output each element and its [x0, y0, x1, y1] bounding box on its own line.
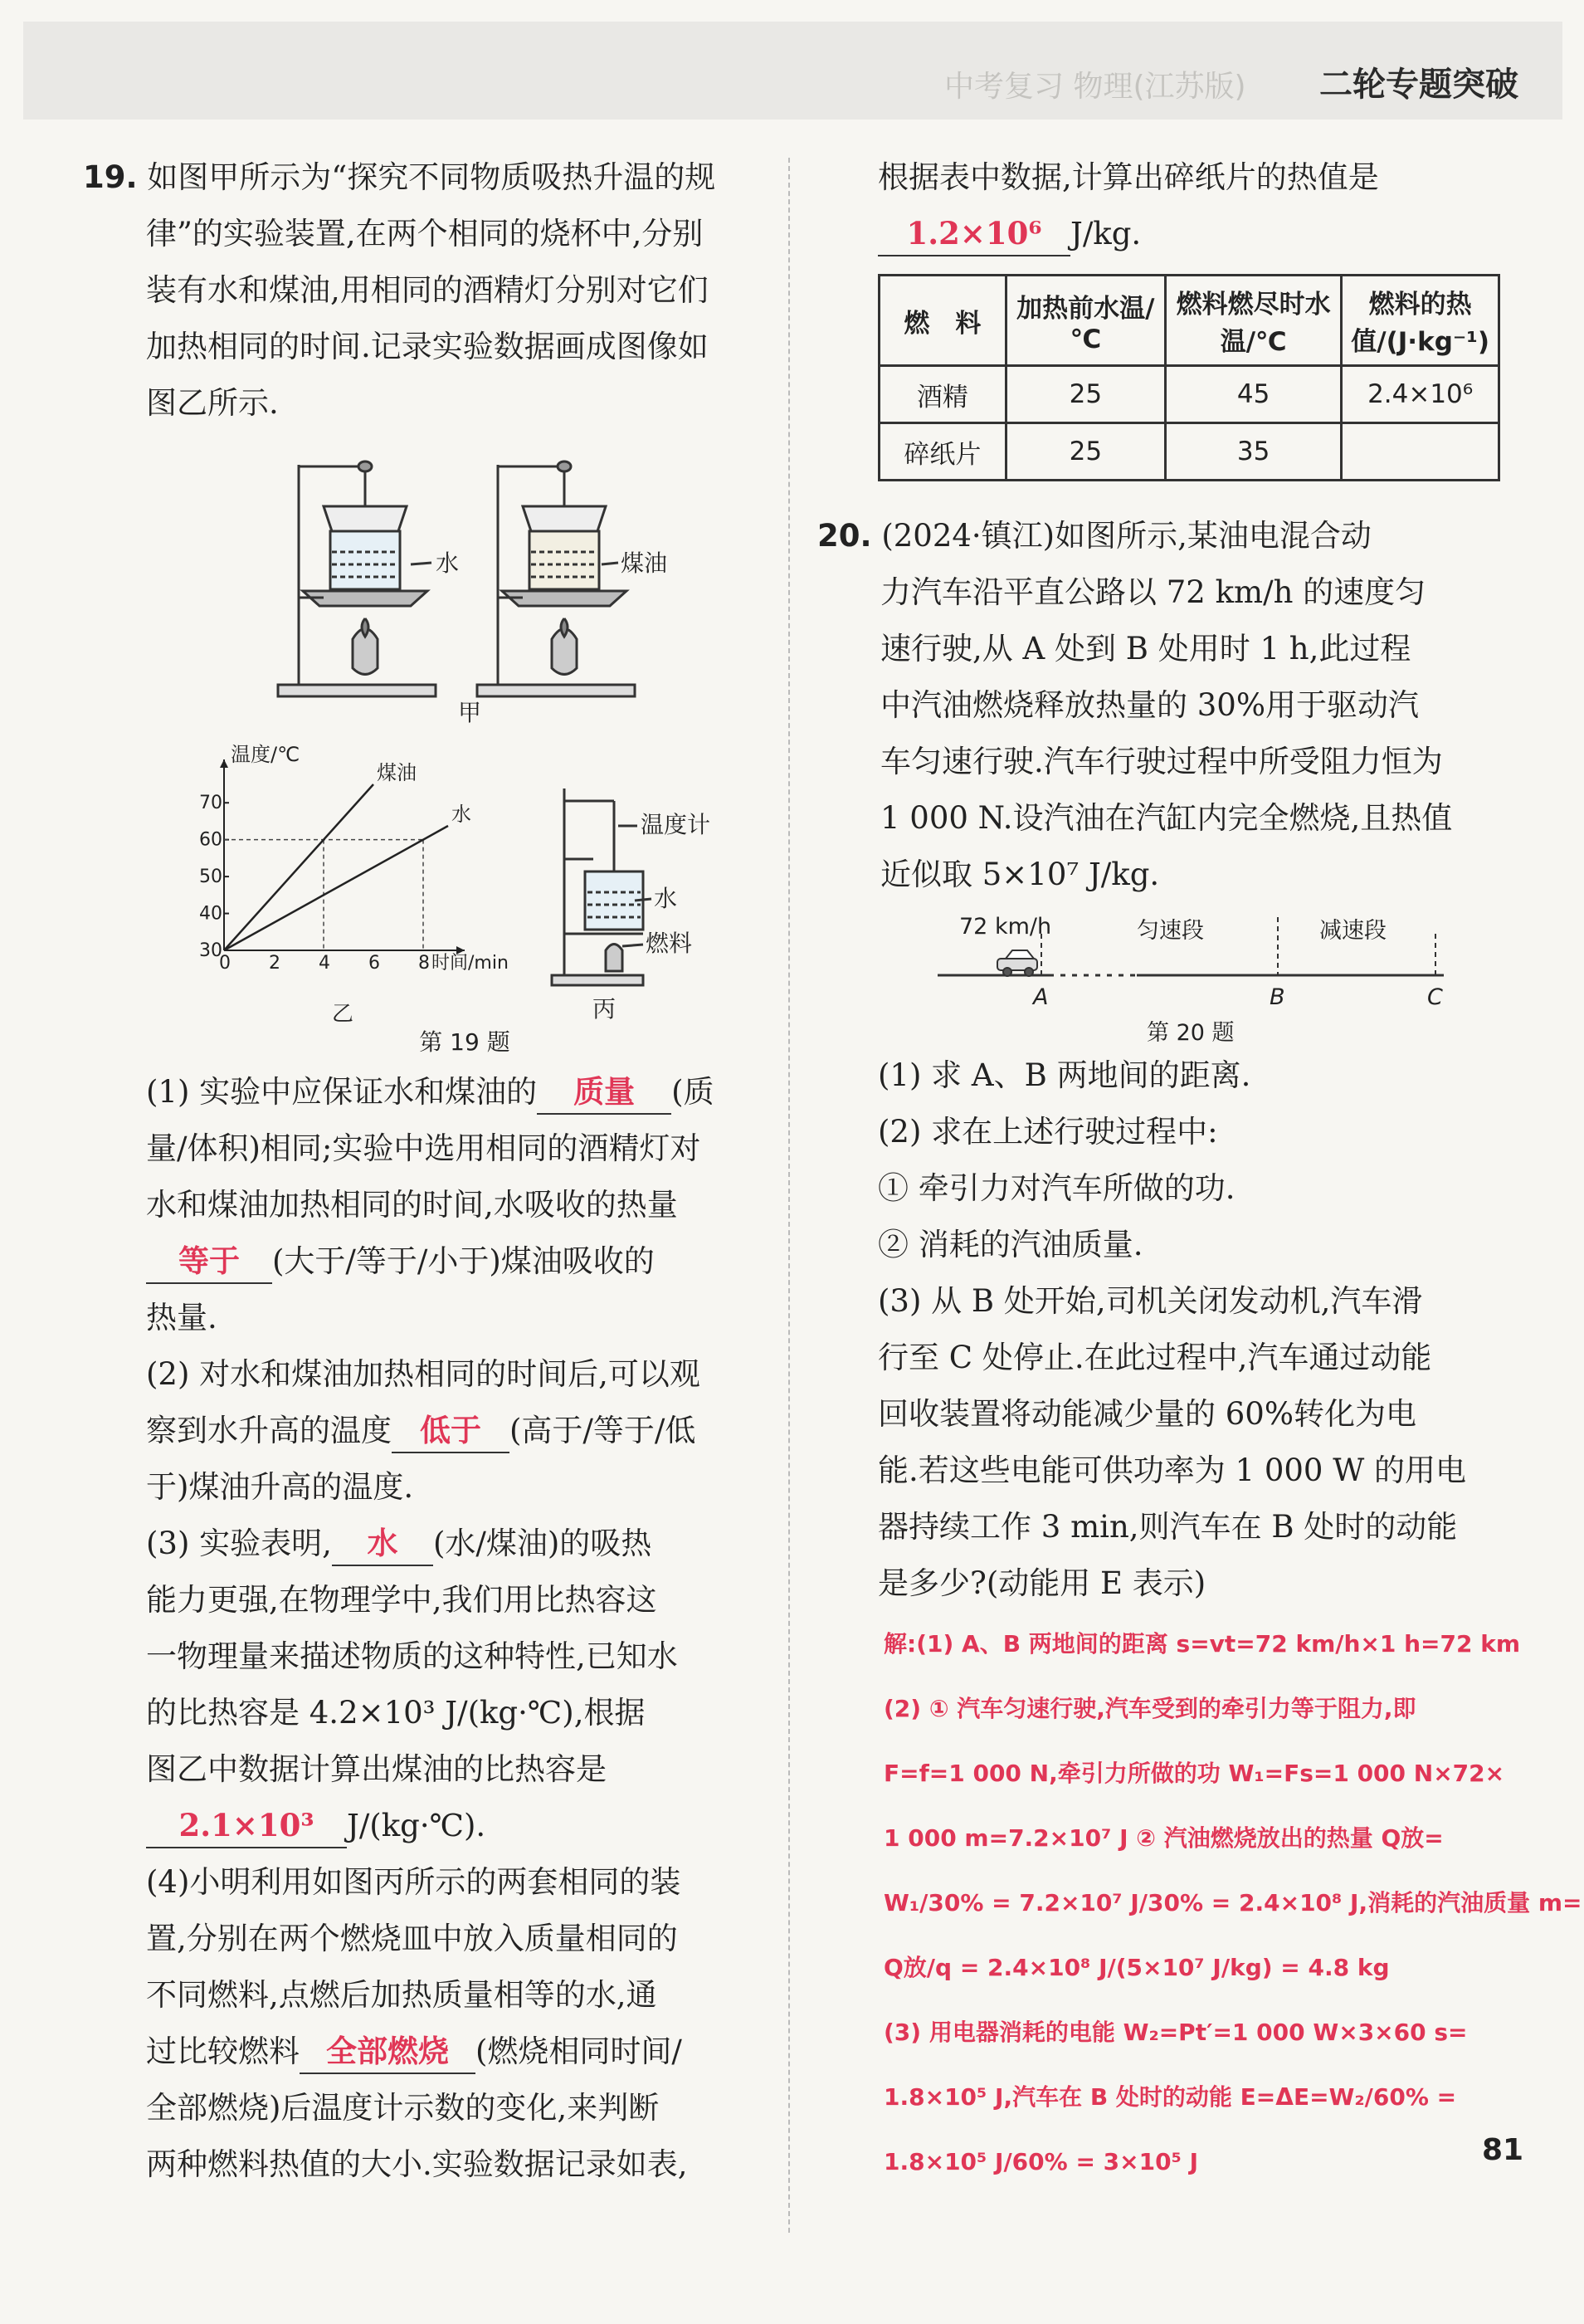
q19-p3-text: 能力更强,在物理学中,我们用比热容这: [146, 1582, 657, 1618]
q19-intro-line: 装有水和煤油,用相同的酒精灯分别对它们: [146, 272, 709, 308]
q19-p2-text: (2) 对水和煤油加热相同的时间后,可以观: [146, 1356, 700, 1392]
q19-intro-line: 如图甲所示为“探究不同物质吸热升温的规: [147, 159, 716, 195]
table-row: [880, 423, 1499, 481]
table-cell: [1342, 423, 1499, 481]
road-diagram: [929, 909, 1469, 1046]
q19-p4-text: 全部燃烧)后温度计示数的变化,来判断: [146, 2090, 660, 2126]
road-point-b: B: [1270, 984, 1285, 1010]
figure-bing: [539, 764, 747, 1021]
q19-p4-text: (燃烧相同时间/: [475, 2034, 682, 2069]
solution-line: 1.8×10⁵ J/60% = 3×10⁵ J: [884, 2148, 1198, 2175]
table-row: [880, 366, 1499, 423]
q19-p2-text: (高于/等于/低: [509, 1413, 696, 1448]
fuel-data-table: [878, 274, 1500, 481]
q19-p4-continued: [878, 149, 1379, 262]
table-cell: 25: [1006, 423, 1165, 481]
q20-solution: [884, 1612, 1582, 2195]
x-tick-label: 4: [319, 953, 330, 974]
table-header-cell: 燃 料: [880, 276, 1006, 366]
q19-p1-text: (1) 实验中应保证水和煤油的: [146, 1074, 538, 1110]
road-point-c: C: [1427, 984, 1443, 1010]
q19-parts: [146, 1064, 714, 2193]
table-header-cell: 燃料的热值/(J·kg⁻¹): [1342, 276, 1499, 366]
graph-yi: [183, 743, 509, 1027]
answer-blank: 水: [332, 1521, 433, 1566]
q20-line: 1 000 N.设汽油在汽缸内完全燃烧,且热值: [880, 800, 1453, 836]
header-section-title: 二轮专题突破: [1319, 66, 1518, 104]
q19-p4-text: J/kg.: [1070, 216, 1142, 251]
q19-p3-text: (水/煤油)的吸热: [432, 1526, 652, 1561]
q19-intro-line: 图乙所示.: [146, 385, 279, 421]
x-tick-label: 6: [368, 953, 380, 974]
q19-p1-text: 热量.: [146, 1300, 217, 1335]
figure-19-caption: 第 19 题: [419, 1028, 510, 1056]
q20-line: 中汽油燃烧释放热量的 30%用于驱动汽: [880, 687, 1419, 723]
q19-p1-text: (质: [671, 1074, 714, 1110]
y-axis-arrow: [220, 759, 228, 768]
series-label: 水: [451, 803, 471, 826]
q20-number: 20.: [817, 518, 872, 554]
table-header-row: [880, 276, 1499, 366]
fig-bing-water-label: 水: [654, 885, 678, 912]
x-tick-label: 2: [269, 953, 280, 974]
q19-intro-line: 律”的实验装置,在两个相同的烧杯中,分别: [146, 216, 704, 251]
figure-20-caption: 第 20 题: [1147, 1020, 1235, 1046]
q19-p4-text: 不同燃料,点燃后加热质量相等的水,通: [146, 1977, 657, 2013]
car-icon: [997, 950, 1037, 976]
q20-intro: [817, 508, 1452, 903]
q19-p2-text: 察到水升高的温度: [146, 1413, 392, 1448]
q20-parts: [878, 1047, 1466, 1612]
q19-p3-text: J/(kg·℃).: [347, 1808, 486, 1843]
q19-p4-text: 过比较燃料: [146, 2034, 300, 2069]
fig-bing-fuel-label: 燃料: [646, 930, 693, 957]
fig-bing-thermometer-label: 温度计: [641, 811, 711, 838]
q19-p3-text: (3) 实验表明,: [146, 1526, 332, 1561]
q19-number: 19.: [83, 159, 138, 195]
q20-line: 速行驶,从 A 处到 B 处用时 1 h,此过程: [880, 631, 1411, 666]
q20-line: (2024·镇江)如图所示,某油电混合动: [881, 518, 1372, 554]
graph-yi-caption: 乙: [332, 1002, 354, 1027]
table-cell: 酒精: [880, 366, 1006, 423]
q19-intro-line: 加热相同的时间.记录实验数据画成图像如: [146, 329, 709, 364]
q20-part-line: 器持续工作 3 min,则汽车在 B 处时的动能: [878, 1509, 1458, 1545]
answer-blank: 等于: [146, 1239, 272, 1284]
series-line-water: [224, 826, 448, 950]
column-divider: [788, 158, 790, 2233]
answer-blank: 2.1×10³: [146, 1804, 347, 1848]
road-point-a: A: [1033, 984, 1049, 1010]
table-header-cell: 加热前水温/℃: [1006, 276, 1165, 366]
q19-p1-text: 水和煤油加热相同的时间,水吸收的热量: [146, 1187, 678, 1223]
fig-jia-caption: 甲: [458, 699, 482, 726]
solution-line: Q放/q = 2.4×10⁸ J/(5×10⁷ J/kg) = 4.8 kg: [884, 1954, 1390, 1981]
figure-jia: [266, 448, 668, 726]
series-line-kerosene: [224, 784, 373, 950]
q19-p2-text: 于)煤油升高的温度.: [146, 1469, 414, 1505]
road-segment-decel: 减速段: [1319, 918, 1387, 944]
q19-p4-text: 置,分别在两个燃烧皿中放入质量相同的: [146, 1921, 678, 1956]
x-tick-label: 8: [418, 953, 430, 974]
y-tick-label: 40: [199, 903, 222, 925]
y-tick-label: 70: [199, 793, 222, 814]
answer-blank: 低于: [392, 1409, 509, 1453]
table-cell: 碎纸片: [880, 423, 1006, 481]
table-cell: 2.4×10⁶: [1342, 366, 1499, 423]
solution-line: (3) 用电器消耗的电能 W₂=Pt′=1 000 W×3×60 s=: [884, 2019, 1468, 2046]
solution-line: F=f=1 000 N,牵引力所做的功 W₁=Fs=1 000 N×72×: [884, 1760, 1505, 1787]
q19-p1-text: (大于/等于/小于)煤油吸收的: [272, 1243, 655, 1279]
q20-part-line: 是多少?(动能用 E 表示): [878, 1565, 1206, 1601]
q20-part-line: 能.若这些电能可供功率为 1 000 W 的用电: [878, 1452, 1466, 1488]
q20-part-line: 回收装置将动能减少量的 60%转化为电: [878, 1396, 1416, 1432]
solution-line: 1 000 m=7.2×10⁷ J ② 汽油燃烧放出的热量 Q放=: [884, 1824, 1444, 1852]
q20-part-line: 行至 C 处停止.在此过程中,汽车通过动能: [878, 1340, 1432, 1375]
q20-part-line: ① 牵引力对汽车所做的功.: [878, 1170, 1236, 1206]
q20-line: 车匀速行驶.汽车行驶过程中所受阻力恒为: [880, 744, 1443, 779]
answer-blank: 1.2×10⁶: [878, 212, 1070, 256]
road-speed-label: 72 km/h: [959, 914, 1052, 940]
q19-intro: [83, 149, 715, 432]
q19-p4-text: (4)小明利用如图丙所示的两套相同的装: [146, 1864, 681, 1900]
table-cell: 35: [1166, 423, 1342, 481]
y-tick-label: 30: [199, 940, 222, 961]
fig-jia-kerosene-label: 煤油: [621, 549, 668, 577]
table-cell: 25: [1006, 366, 1165, 423]
x-axis-label: 时间/min: [431, 953, 509, 974]
answer-blank: 全部燃烧: [300, 2029, 475, 2074]
header-book-title: 中考复习 物理(江苏版): [944, 70, 1246, 104]
y-tick-label: 60: [199, 829, 222, 851]
x-tick-label: 0: [219, 953, 231, 974]
q20-line: 力汽车沿平直公路以 72 km/h 的速度匀: [880, 574, 1426, 610]
y-tick-label: 50: [199, 867, 222, 888]
fig-bing-caption: 丙: [592, 995, 617, 1023]
y-axis-label: 温度/℃: [231, 743, 300, 766]
solution-line: (2) ① 汽车匀速行驶,汽车受到的牵引力等于阻力,即: [884, 1695, 1416, 1722]
q20-part-line: (1) 求 A、B 两地间的距离.: [878, 1057, 1251, 1093]
q20-part-line: (3) 从 B 处开始,司机关闭发动机,汽车滑: [878, 1283, 1423, 1319]
solution-line: W₁/30% = 7.2×10⁷ J/30% = 2.4×10⁸ J,消耗的汽油质量 m=: [884, 1889, 1582, 1916]
apparatus-water: [278, 461, 436, 696]
apparatus-kerosene: [477, 461, 635, 696]
road-segment-uniform: 匀速段: [1137, 918, 1204, 944]
q19-p3-text: 一物理量来描述物质的这种特性,已知水: [146, 1638, 678, 1674]
table-cell: 45: [1166, 366, 1342, 423]
q20-part-line: (2) 求在上述行驶过程中:: [878, 1114, 1218, 1150]
answer-blank: 质量: [537, 1070, 671, 1115]
q19-p3-text: 图乙中数据计算出煤油的比热容是: [146, 1751, 607, 1787]
page-number: 81: [1482, 2133, 1524, 2167]
table-header-cell: 燃料燃尽时水温/℃: [1166, 276, 1342, 366]
series-label: 煤油: [377, 761, 417, 784]
q19-p4-text: 两种燃料热值的大小.实验数据记录如表,: [146, 2146, 688, 2182]
q19-p4-text: 根据表中数据,计算出碎纸片的热值是: [878, 159, 1379, 195]
fig-jia-water-label: 水: [436, 549, 460, 577]
solution-line: 解:(1) A、B 两地间的距离 s=vt=72 km/h×1 h=72 km: [884, 1630, 1521, 1658]
q19-p1-text: 量/体积)相同;实验中选用相同的酒精灯对: [146, 1130, 701, 1166]
q19-p3-text: 的比热容是 4.2×10³ J/(kg·℃),根据: [146, 1695, 646, 1731]
q20-line: 近似取 5×10⁷ J/kg.: [880, 857, 1160, 892]
solution-line: 1.8×10⁵ J,汽车在 B 处时的动能 E=ΔE=W₂/60% =: [884, 2083, 1457, 2111]
q20-part-line: ② 消耗的汽油质量.: [878, 1227, 1143, 1262]
